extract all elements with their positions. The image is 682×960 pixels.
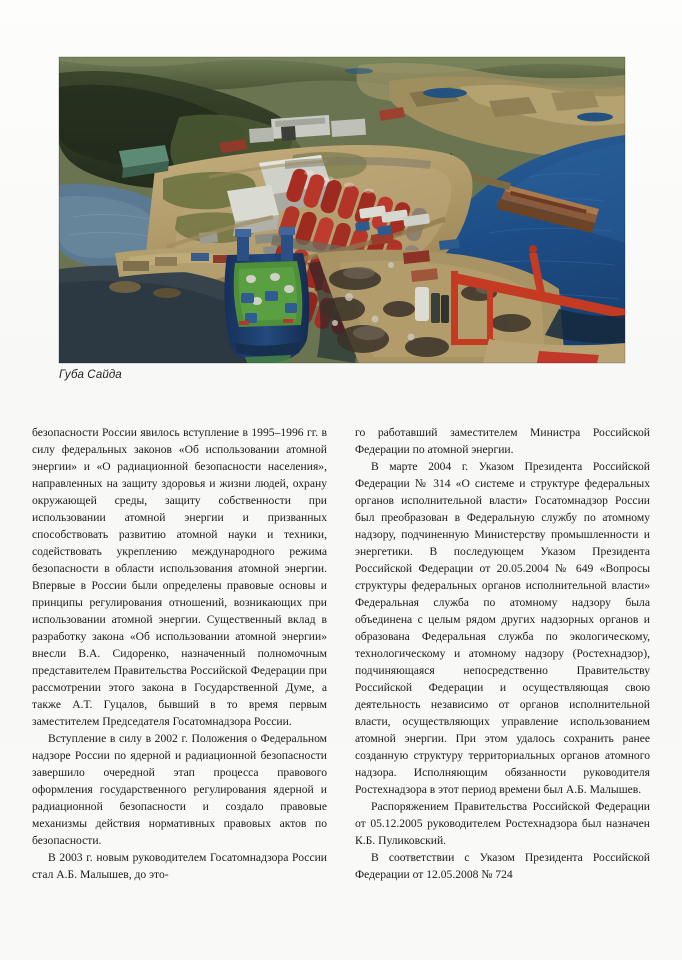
figure-caption: Губа Сайда (59, 369, 122, 381)
aerial-photograph (59, 57, 625, 363)
paragraph: безопасности России явилось вступление в 1995–1996 гг. в силу федеральных законов «Об использовании атомной энергии» и «О радиационной безопасности населения», направленных на защиту здоровья и жизни людей, охрану окружающей среды, защиту собственности при использовании атомной энергии и призванных способствовать развитию атомной науки и техники, содействовать укреплению международного режима безопасности в области использования атомной энергии. Впервые в России были определены правовые основы и принципы регулирования отношений, возникающих при использовании атомной энергии. Существенный вклад в разработку закона «Об использовании атомной энергии» внесли В.А. Сидоренко, назначенный полномочным представителем Правительства Российской Федерации при рассмотрении этого закона в Государственной Думе, а также А.Т. Гуцалов, бывший в то время первым заместителем Председателя Госатомнадзора России. (32, 426, 327, 728)
paragraph: Распоряжением Правительства Российской Федерации от 05.12.2005 руководителем Ростехнадзора был назначен К.Б. Пуликовский. (355, 800, 650, 847)
text-columns (32, 424, 650, 949)
right-column (355, 424, 650, 949)
paragraph: В марте 2004 г. Указом Президента Российской Федерации № 314 «О системе и структуре федеральных органов исполнительной власти» Госатомнадзор России был преобразован в Федеральную службу по атомному надзору, подчиненную Министерству промышленности и энергетики. В последующем Указом Президента Российской Федерации от 20.05.2004 № 649 «Вопросы структуры федеральных органов исполнительной власти» Федеральная служба по атомному надзору была объединена с целым рядом других надзорных органов и образована Федеральная служба по экологическому, технологическому и атомному надзору (Ростехнадзор), подчиняющаяся непосредственно Правительству Российской Федерации и осуществляющая свою деятельность независимо от органов исполнительной власти, осуществляющих управление использованием атомной энергии. При этом удалось сохранить ранее созданную структуру территориальных органов атомного надзора. Исполняющим обязанности руководителя Ростехнадзора в этот период времени был А.Б. Малышев. (355, 460, 650, 796)
left-column (32, 424, 327, 949)
paragraph: Вступление в силу в 2002 г. Положения о Федеральном надзоре России по ядерной и радиационной безопасности завершило очередной этап процесса правового оформления государственного регулирования ядерной и радиационной безопасности и создало правовые механизмы действия нормативных правовых актов по безопасности. (32, 732, 327, 847)
paragraph: В соответствии с Указом Президента Российской Федерации от 12.05.2008 № 724 (355, 851, 650, 881)
paragraph: В 2003 г. новым руководителем Госатомнадзора России стал А.Б. Малышев, до это- (32, 851, 327, 881)
figure-saida-bay (59, 57, 625, 381)
paragraph: го работавший заместителем Министра Российской Федерации по атомной энергии. (355, 426, 650, 456)
photo-illustration (59, 57, 625, 363)
